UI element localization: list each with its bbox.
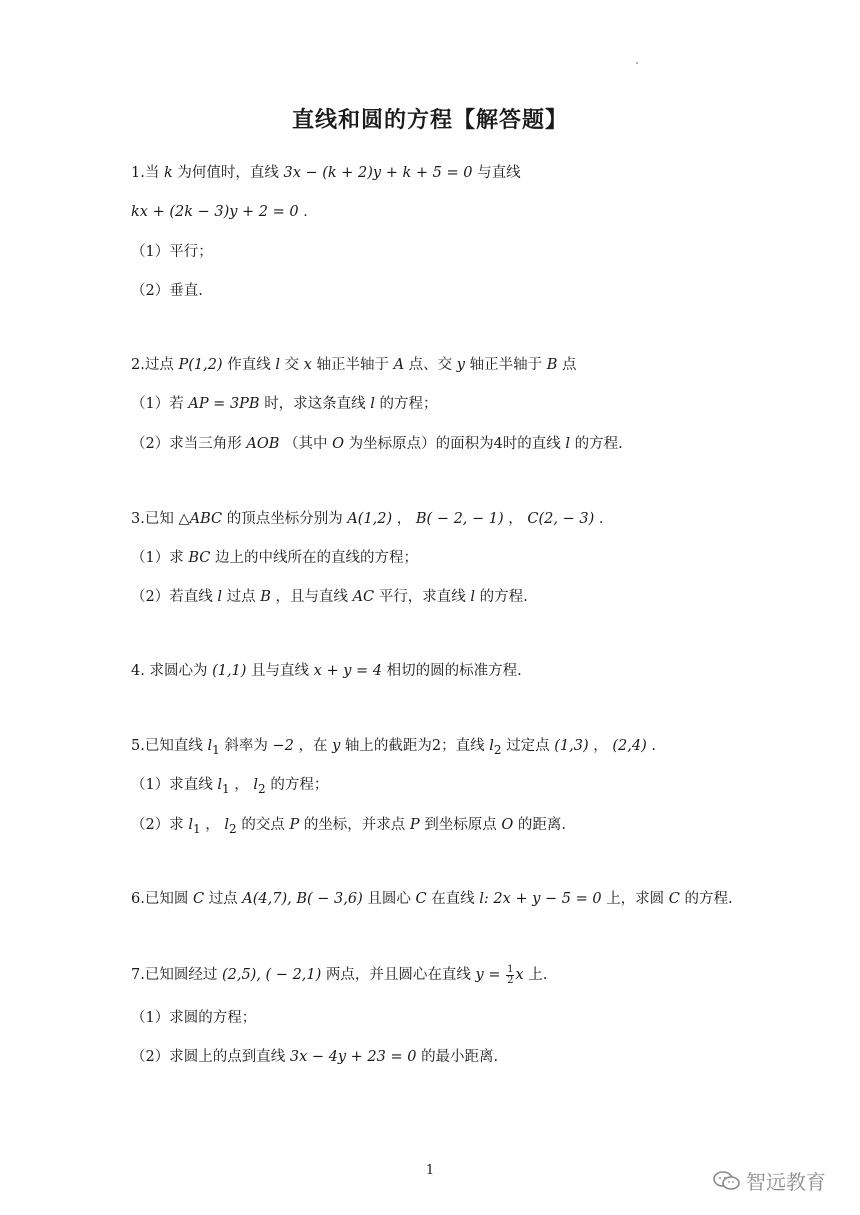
problem-1-part-1: （1）平行； <box>131 244 213 260</box>
text: 的方程； <box>270 777 329 793</box>
problem-3-part-2 <box>131 585 528 606</box>
subscript: 2 <box>229 821 237 836</box>
numerator: 1 <box>507 963 514 975</box>
text: 平行，求直线 <box>378 589 466 605</box>
math-points: (2,5), ( − 2,1) <box>221 967 322 983</box>
text: 交 <box>284 357 300 373</box>
subscript: 2 <box>493 742 502 757</box>
math-var: l <box>217 589 222 605</box>
problem-4-stem <box>131 659 522 680</box>
text: 3.已知 <box>131 511 174 527</box>
math-equation: kx + (2k − 3)y + 2 = 0 <box>131 204 299 220</box>
subscript: 1 <box>192 821 201 836</box>
problem-2-part-1 <box>131 392 438 413</box>
math-var: l <box>275 357 280 373</box>
math-var: k <box>163 165 173 181</box>
text: ， <box>396 511 412 527</box>
text: 4. 求圆心为 <box>131 663 208 679</box>
text: 点、交 <box>408 357 453 373</box>
math-var: y <box>332 738 341 754</box>
text: 点 <box>561 357 577 373</box>
text: 到坐标原点 <box>424 817 497 833</box>
math-equation: l: 2x + y − 5 = 0 <box>479 891 602 907</box>
math-point: P(1,2) <box>178 357 223 373</box>
text: 上，求圆 <box>606 891 665 907</box>
text: 2.过点 <box>131 357 174 373</box>
math-var: P <box>289 817 300 833</box>
page-number: 1 <box>425 1163 435 1178</box>
math-var: l <box>489 738 494 754</box>
text: 过点 <box>208 891 238 907</box>
text: 相切的圆的标准方程. <box>386 663 522 679</box>
math-equation: y = <box>475 967 501 983</box>
math-var: O <box>501 817 514 833</box>
math-var: AC <box>352 589 375 605</box>
problem-3-stem <box>131 507 613 528</box>
problem-1-stem <box>131 161 521 182</box>
math-number: −2 <box>272 738 294 754</box>
text: ． <box>303 204 318 220</box>
text: 且圆心 <box>367 891 411 907</box>
problem-7-part-2 <box>131 1045 498 1066</box>
math-equation: x + y = 4 <box>313 663 382 679</box>
text: ， <box>508 511 523 527</box>
text: 1.当 <box>131 165 160 181</box>
text: （1）求直线 <box>131 777 213 793</box>
text: （2）求圆上的点到直线 <box>131 1049 286 1065</box>
math-point: C(2, − 3) <box>527 511 595 527</box>
math-var: l <box>370 396 375 412</box>
text: 上. <box>528 967 548 983</box>
text: 为何值时，直线 <box>177 165 279 181</box>
math-point: (2,4) <box>612 738 647 754</box>
text: 过定点 <box>506 738 550 754</box>
text: （2）若直线 <box>131 589 213 605</box>
text: 的顶点坐标分别为 <box>226 511 343 527</box>
text: 边上的中线所在的直线的方程； <box>214 550 418 566</box>
text: 时，求这条直线 <box>264 396 366 412</box>
problem-2-part-2 <box>131 432 623 453</box>
text: 的方程. <box>684 891 733 907</box>
watermark-text: 智远教育 <box>746 1170 826 1194</box>
text: 斜率为 <box>224 738 268 754</box>
text: 的坐标，并求点 <box>303 817 406 833</box>
problem-7-stem <box>131 963 547 986</box>
text: 在直线 <box>431 891 475 907</box>
text: （其中 <box>283 436 328 452</box>
math-var: AOB <box>246 436 280 452</box>
text: ，且与直线 <box>275 589 348 605</box>
text: 6.已知圆 <box>131 891 189 907</box>
fraction <box>506 965 514 986</box>
problem-2-stem <box>131 353 576 374</box>
text: （1）若 <box>131 396 184 412</box>
text: 轴正半轴于 <box>469 357 543 373</box>
text: ， <box>205 817 220 833</box>
math-var: l <box>224 817 230 833</box>
text: 轴上的截距为2；直线 <box>344 738 485 754</box>
math-var: l <box>207 738 213 754</box>
subscript: 1 <box>212 742 220 757</box>
problem-5-stem <box>131 734 656 757</box>
problem-7-part-1: （1）求圆的方程； <box>131 1010 257 1026</box>
text: . <box>651 738 656 754</box>
scan-speck <box>636 62 638 64</box>
denominator: 2 <box>507 974 514 986</box>
math-var: y <box>456 357 465 373</box>
math-var: l <box>470 589 476 605</box>
text: 的交点 <box>241 817 285 833</box>
math-var: C <box>192 891 205 907</box>
text: ，在 <box>298 738 328 754</box>
math-var: B <box>546 357 558 373</box>
problem-5-part-1 <box>131 773 328 796</box>
math-var: C <box>415 891 427 907</box>
text: ． <box>598 511 614 527</box>
subscript: 2 <box>258 781 266 796</box>
text: 作直线 <box>227 357 271 373</box>
text: 两点，并且圆心在直线 <box>325 967 471 983</box>
text: 5.已知直线 <box>131 738 203 754</box>
math-var: BC <box>188 550 211 566</box>
math-point: B( − 2, − 1) <box>415 511 504 527</box>
problem-3-part-1 <box>131 546 418 567</box>
text: （2）求当三角形 <box>131 436 242 452</box>
text: 的方程. <box>479 589 528 605</box>
math-point: (1,3) <box>554 738 589 754</box>
text: （1）求 <box>131 550 184 566</box>
text: 的最小距离. <box>421 1049 499 1065</box>
math-var: O <box>332 436 344 452</box>
text: 的方程. <box>574 436 623 452</box>
text: 与直线 <box>477 165 521 181</box>
text: 且与直线 <box>251 663 310 679</box>
text: 的距离. <box>517 817 567 833</box>
problem-6-stem <box>131 887 733 908</box>
text: 过点 <box>226 589 256 605</box>
math-var: x <box>303 357 312 373</box>
math-var: l <box>565 436 571 452</box>
math-var: l <box>217 777 222 793</box>
page-title: 直线和圆的方程【解答题】 <box>291 108 568 133</box>
math-var: P <box>409 817 420 833</box>
math-point: A(1,2) <box>347 511 393 527</box>
text: 轴正半轴于 <box>316 357 389 373</box>
math-var: C <box>668 891 680 907</box>
math-var: x <box>515 967 524 983</box>
problem-5-part-2 <box>131 813 566 836</box>
problem-1-equation-line <box>131 200 318 221</box>
math-triangle: △ABC <box>178 511 223 527</box>
text: 为坐标原点）的面积为4时的直线 <box>348 436 561 452</box>
math-equation: 3x − (k + 2)y + k + 5 = 0 <box>283 165 473 181</box>
math-var: l <box>253 777 259 793</box>
math-equation: 3x − 4y + 23 = 0 <box>289 1049 417 1065</box>
math-points: A(4,7), B( − 3,6) <box>242 891 363 907</box>
math-var: B <box>260 589 271 605</box>
text: （2）求 <box>131 817 184 833</box>
watermark <box>712 1166 826 1195</box>
text: 的方程； <box>379 396 438 412</box>
math-var: l <box>188 817 193 833</box>
math-equation: AP = 3PB <box>188 396 260 412</box>
math-var: A <box>393 357 405 373</box>
text: ， <box>593 738 608 754</box>
text: 7.已知圆经过 <box>131 967 218 983</box>
subscript: 1 <box>221 781 230 796</box>
wechat-icon <box>712 1170 742 1192</box>
math-point: (1,1) <box>212 663 247 679</box>
problem-1-part-2: （2）垂直. <box>131 283 203 299</box>
text: ， <box>234 777 249 793</box>
